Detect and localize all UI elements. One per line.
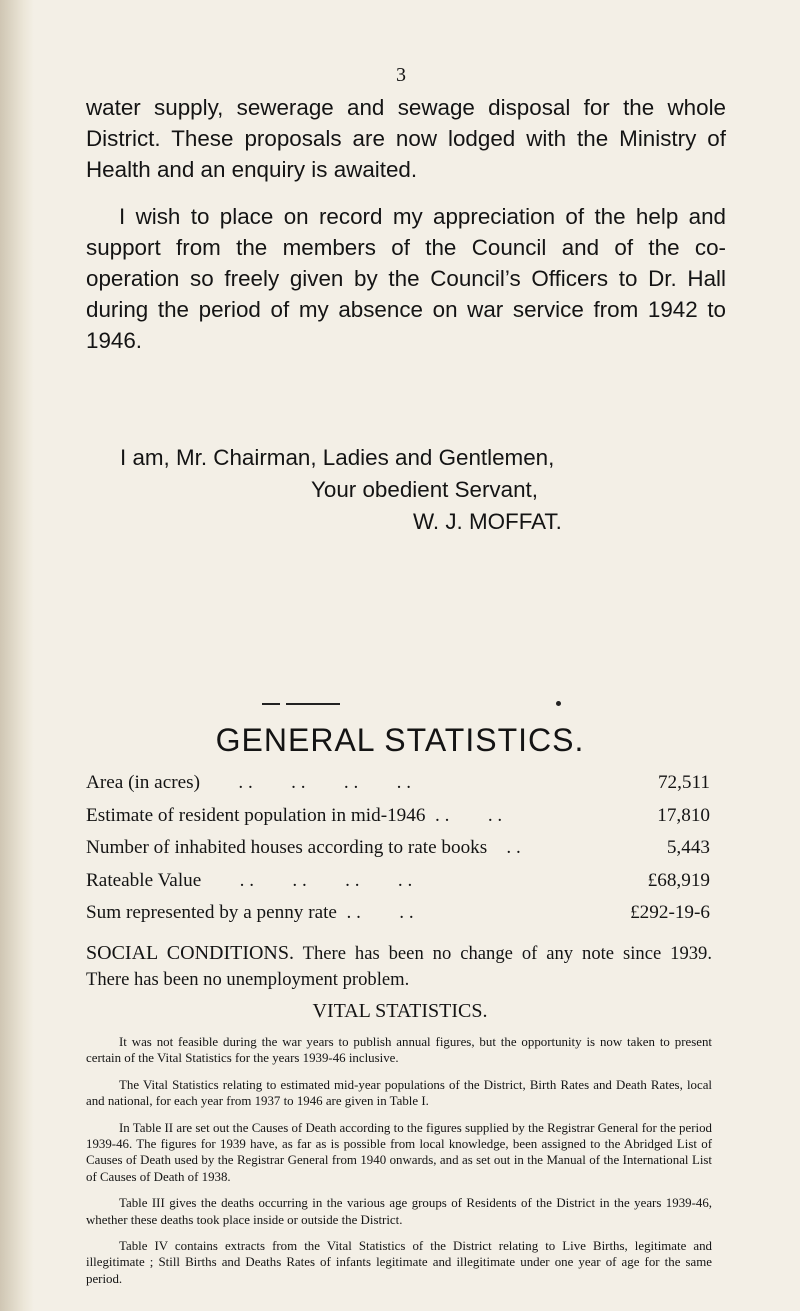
stat-label: Number of inhabited houses according to rate books . . [86,837,521,858]
stat-value: 5,443 [666,837,710,858]
stat-value: £68,919 [647,869,710,891]
general-statistics-title: GENERAL STATISTICS. [215,722,585,758]
divider-dot [556,701,561,706]
letter-paragraph-2: I wish to place on record my appreciation of the help and support from the members of the Council and of the co-operation so freely given by the Council’s Officers to Dr. Hall during the period of my absence on war service from 1942 to 1946. [86,204,726,353]
vital-statistics-paragraph-4: Table III gives the deaths occurring in the various age groups of Residents of the District in the years 1939-46, whether these deaths took place inside or outside the District. [86,1196,712,1227]
stat-value: 17,810 [657,804,710,826]
social-conditions-section [86,940,712,993]
vital-statistics-paragraph-1: It was not feasible during the war years to publish annual figures, but the opportunity is now taken to present certain of the Vital Statistics for the years 1939-46 inclusive. [86,1035,712,1066]
stat-row-penny-rate [86,902,710,935]
social-conditions-paragraph [86,940,712,993]
vital-statistics-heading: VITAL STATISTICS. [312,1000,488,1022]
stat-row-houses [86,837,710,870]
divider-right [286,703,340,705]
general-statistics-table [86,772,710,935]
social-conditions-text: There has been no change of any note since 1939. There has been no unemployment problem. [86,943,712,990]
vital-statistics-paragraph-3: In Table II are set out the Causes of Death according to the figures supplied by the Registrar General for the period 1939-46. The figures for 1939 have, as far as is possible from local knowledge, been assigned to the Abridged List of Causes of Death used by the Registrar General from 1940 onwards, and as set out in the Manual of the International List of Causes of Death of 1938. [86,1120,712,1184]
stat-label: Estimate of resident population in mid-1946 . . . . [86,804,503,826]
stat-row-area [86,772,710,805]
stat-label: Sum represented by a penny rate . . . . [86,902,414,923]
stat-row-rateable-value [86,870,710,903]
page-number: 3 [396,64,406,86]
stat-label: Area (in acres) . . . . . . . . [86,772,412,793]
social-conditions-heading: SOCIAL CONDITIONS. [86,942,294,964]
page-edge-shadow [0,0,34,1311]
vital-statistics-section [86,1034,712,1297]
letter-paragraph-1: water supply, sewerage and sewage disposal for the whole District. These proposals are now lodged with the Ministry of Health and an enquiry is awaited. [86,95,726,182]
letter-salutation: I am, Mr. Chairman, Ladies and Gentlemen, [120,445,555,470]
letter-closing: Your obedient Servant, [311,477,538,502]
stat-label: Rateable Value . . . . . . . . [86,869,413,891]
letter-body [86,92,726,372]
vital-statistics-paragraph-5: Table IV contains extracts from the Vital Statistics of the District relating to Live Births, legitimate and illegitimate ; Still Births and Deaths Rates of infants legitimate and illegitimate under one year of age for the same period. [86,1239,712,1286]
stat-row-population [86,805,710,838]
stat-value: £292-19-6 [630,902,710,923]
letter-signature: W. J. MOFFAT. [413,509,562,534]
divider-left [262,703,280,705]
stat-value: 72,511 [657,772,710,793]
vital-statistics-paragraph-2: The Vital Statistics relating to estimated mid-year populations of the District, Birth Rates and Death Rates, local and national, for each year from 1937 to 1946 are given in Table I. [86,1077,712,1109]
